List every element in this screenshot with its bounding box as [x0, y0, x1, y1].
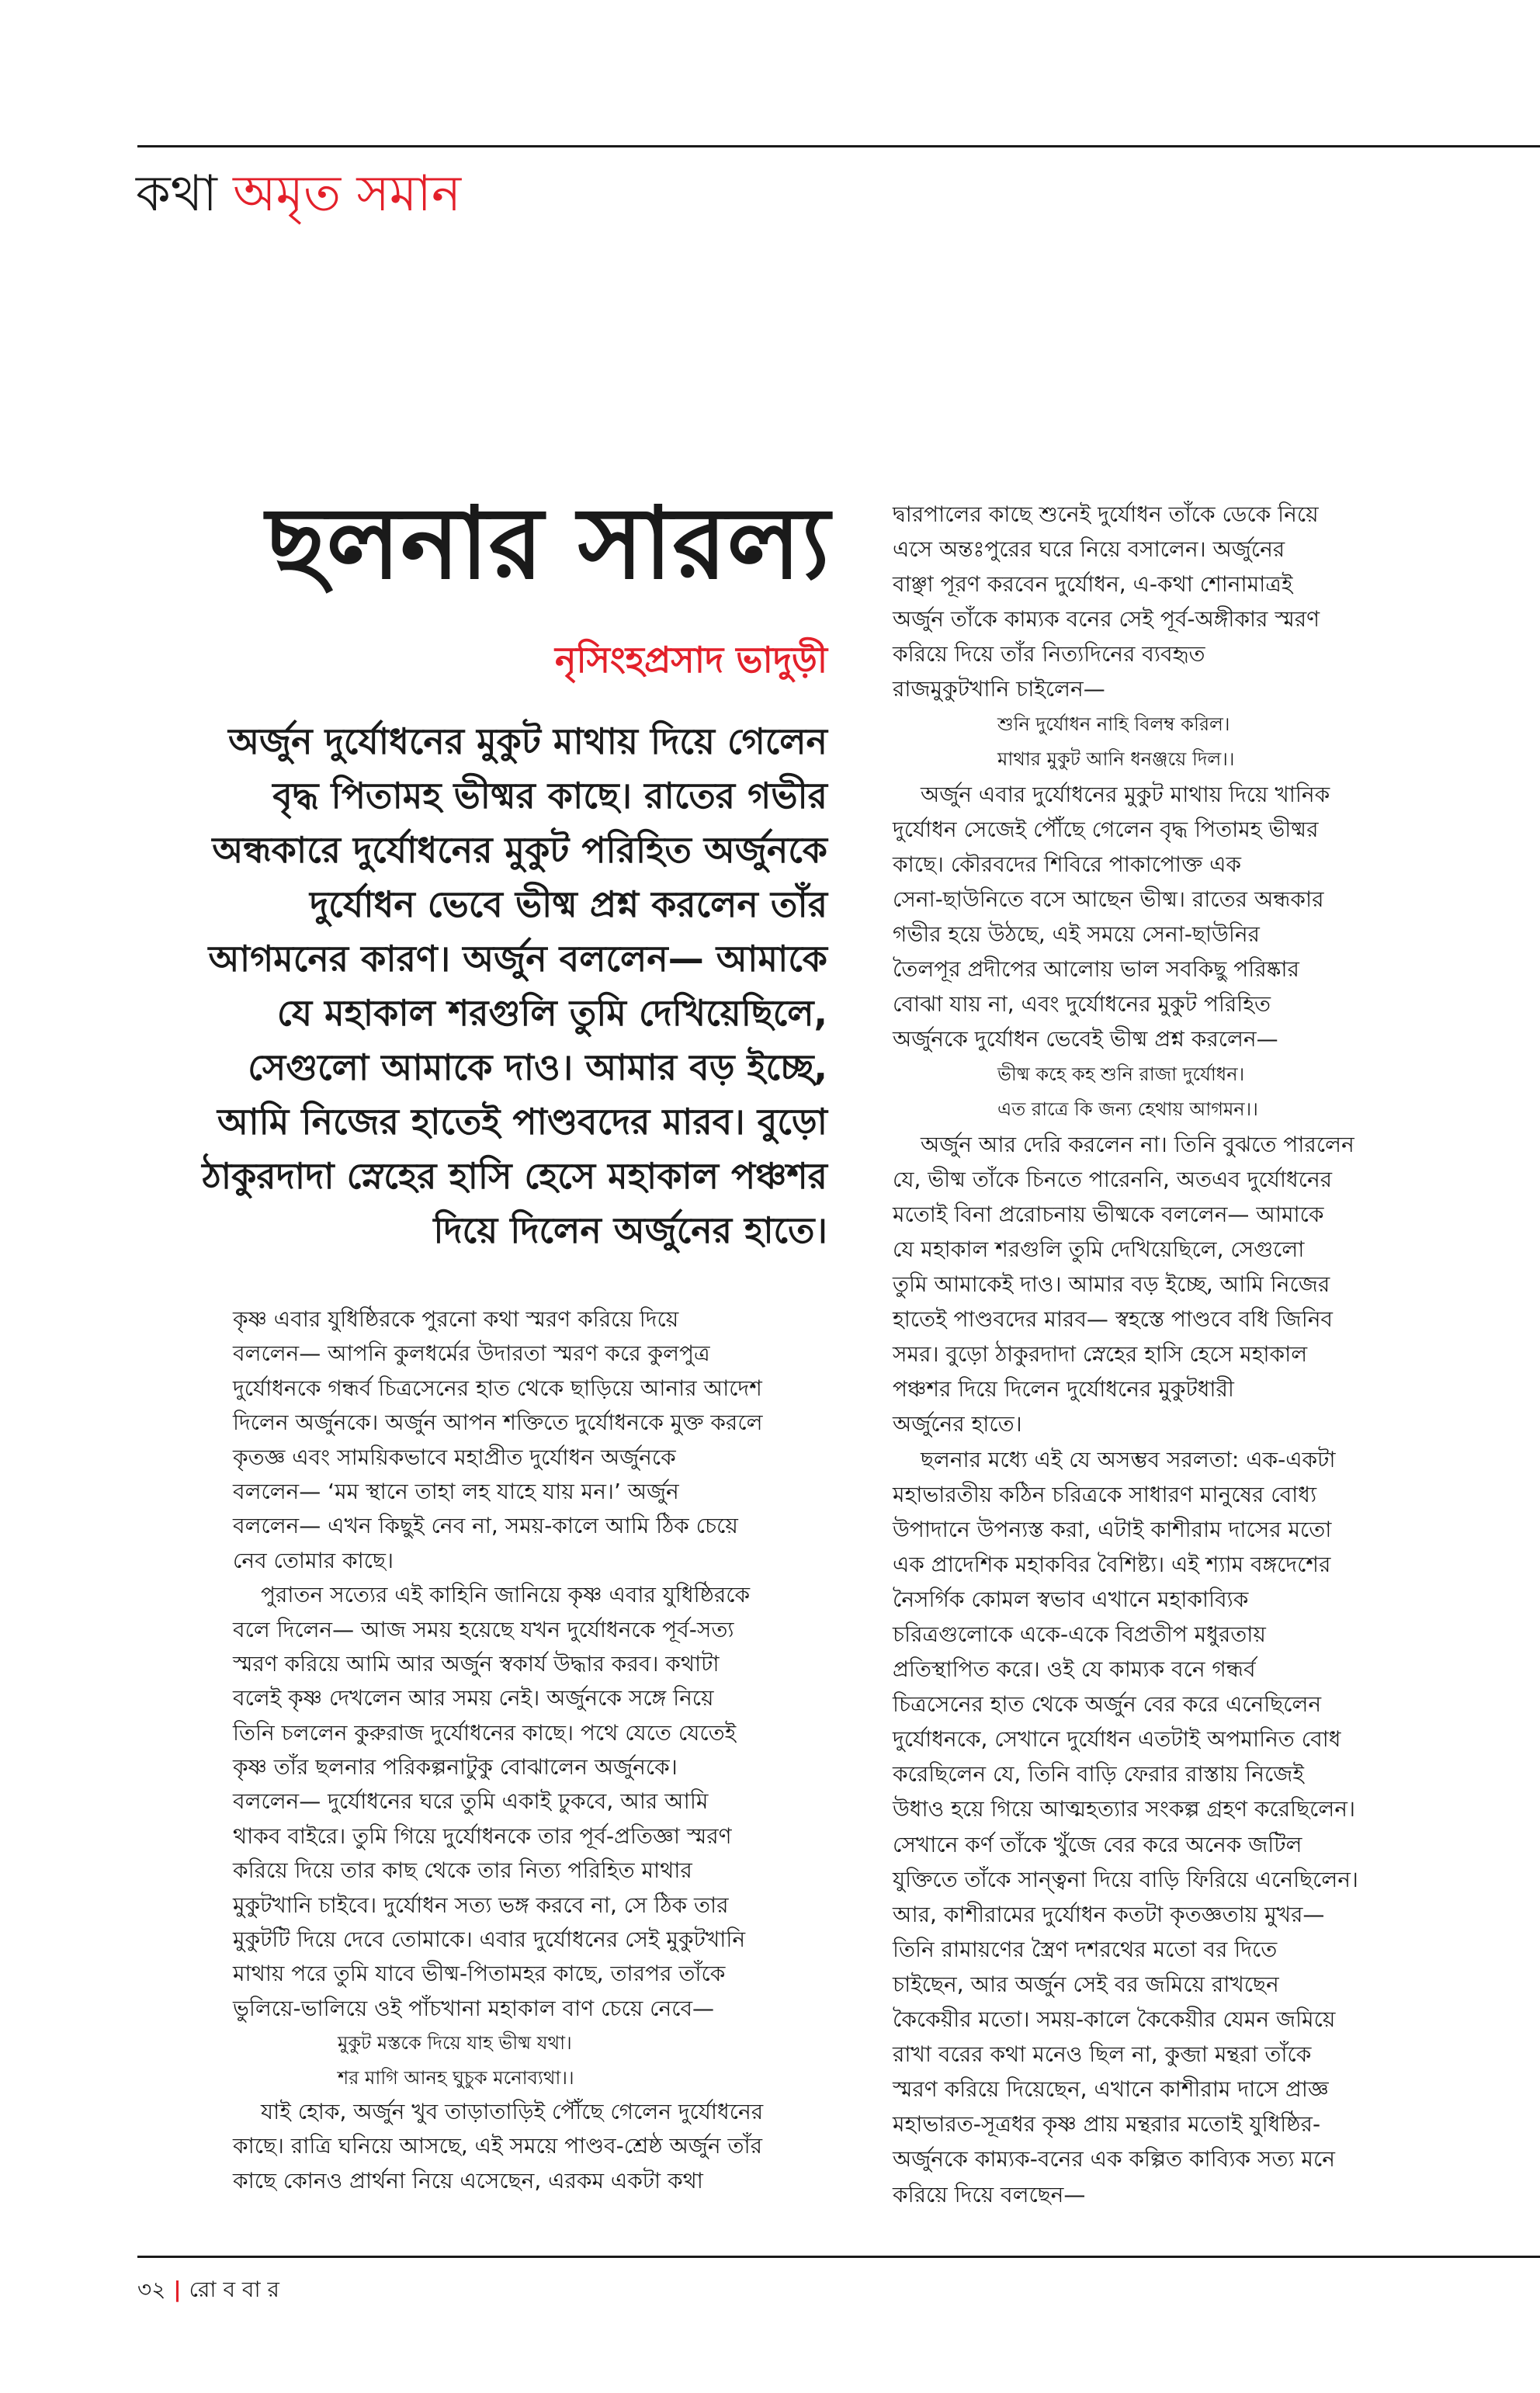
- section-label-black: কথা: [136, 165, 217, 223]
- body-line: করিয়ে দিয়ে তাঁর নিত্যদিনের ব্যবহৃত: [893, 641, 1205, 668]
- footer-separator: |: [173, 2277, 182, 2302]
- body-line: তিনি চললেন কুরুরাজ দুর্যোধনের কাছে। পথে যেতে যেতেই: [233, 1719, 737, 1746]
- section-label-red: অমৃত সমান: [233, 165, 462, 223]
- body-line: কৃষ্ণ তাঁর ছলনার পরিকল্পনাটুকু বোঝালেন অর্জুনকে।: [233, 1754, 678, 1781]
- body-line: স্মরণ করিয়ে দিয়েছেন, এখানে কাশীরাম দাসে প্রাজ্ঞ: [893, 2076, 1329, 2103]
- body-line: কৃষ্ণ এবার যুধিষ্ঠিরকে পুরনো কথা স্মরণ করিয়ে দিয়ে: [233, 1306, 679, 1332]
- intro-line: ঠাকুরদাদা স্নেহের হাসি হেসে মহাকাল পঞ্চশর: [202, 1155, 827, 1197]
- verse-line: মুকুট মস্তকে দিয়ে যাহ ভীষ্ম যথা।: [338, 2032, 572, 2055]
- body-line: উধাও হয়ে গিয়ে আত্মহত্যার সংকল্প গ্রহণ করেছিলেন।: [893, 1796, 1355, 1822]
- body-column-right: [893, 497, 1436, 2212]
- intro-line: আগমনের কারণ। অর্জুন বললেন— আমাকে: [208, 938, 827, 980]
- body-line: বোঝা যায় না, এবং দুর্যোধনের মুকুট পরিহিত: [893, 991, 1271, 1018]
- body-line: এসে অন্তঃপুরের ঘরে নিয়ে বসালেন। অর্জুনের: [893, 536, 1285, 563]
- body-line: স্মরণ করিয়ে আমি আর অর্জুন স্বকার্য উদ্ধার করব। কথাটা: [233, 1650, 720, 1677]
- body-line: বলেই কৃষ্ণ দেখলেন আর সময় নেই। অর্জুনকে সঙ্গে নিয়ে: [233, 1685, 714, 1712]
- body-line: কৃতজ্ঞ এবং সাময়িকভাবে মহাপ্রীত দুর্যোধন অর্জুনকে: [233, 1444, 676, 1470]
- intro-line: দিয়ে দিলেন অর্জুনের হাতে।: [433, 1209, 827, 1251]
- page-footer: [137, 2270, 279, 2309]
- body-line: গভীর হয়ে উঠছে, এই সময়ে সেনা-ছাউনির: [893, 921, 1260, 948]
- bottom-rule: [137, 2256, 1540, 2258]
- body-line: সমর। বুড়ো ঠাকুরদাদা স্নেহের হাসি হেসে মহাকাল: [893, 1341, 1308, 1368]
- body-line: ছলনার মধ্যে এই যে অসম্ভব সরলতা: এক-একটা: [921, 1446, 1336, 1472]
- body-line: সেখানে কর্ণ তাঁকে খুঁজে বের করে অনেক জটিল: [893, 1831, 1302, 1857]
- intro-line: দুর্যোধন ভেবে ভীষ্ম প্রশ্ন করলেন তাঁর: [310, 883, 827, 925]
- body-line: রাজমুকুটখানি চাইলেন—: [893, 676, 1105, 702]
- body-line: মাথায় পরে তুমি যাবে ভীষ্ম-পিতামহর কাছে, তারপর তাঁকে: [233, 1961, 726, 1987]
- body-line: দুর্যোধনকে গন্ধর্ব চিত্রসেনের হাত থেকে ছাড়িয়ে আনার আদেশ: [233, 1375, 762, 1401]
- body-line: হাতেই পাণ্ডবদের মারব— স্বহস্তে পাণ্ডবে বধি জিনিব: [893, 1306, 1334, 1333]
- body-line: বলে দিলেন— আজ সময় হয়েছে যখন দুর্যোধনকে পূর্ব-সত্য: [233, 1616, 734, 1642]
- section-header: [136, 159, 461, 229]
- intro-line: বৃদ্ধ পিতামহ ভীষ্মর কাছে। রাতের গভীর: [272, 775, 827, 817]
- body-line: করিয়ে দিয়ে বলছেন—: [893, 2181, 1086, 2207]
- body-line: পঞ্চশর দিয়ে দিলেন দুর্যোধনের মুকুটধারী: [893, 1376, 1234, 1403]
- body-line: চরিত্রগুলোকে একে-একে বিপ্রতীপ মধুরতায়: [893, 1621, 1266, 1647]
- body-line: থাকব বাইরে। তুমি গিয়ে দুর্যোধনকে তার পূর্ব-প্রতিজ্ঞা স্মরণ: [233, 1822, 732, 1849]
- body-line: তৈলপূর প্রদীপের আলোয় ভাল সবকিছু পরিষ্কার: [893, 956, 1299, 983]
- body-line: দুর্যোধনকে, সেখানে দুর্যোধন এতটাই অপমানিত বোধ: [893, 1726, 1341, 1753]
- body-line: দুর্যোধন সেজেই পৌঁছে গেলেন বৃদ্ধ পিতামহ ভীষ্মর: [893, 816, 1319, 842]
- body-line: যে মহাকাল শরগুলি তুমি দেখিয়েছিলে, সেগুলো: [893, 1236, 1305, 1262]
- intro-line: সেগুলো আমাকে দাও। আমার বড় ইচ্ছে,: [248, 1046, 827, 1088]
- verse-line: ভীষ্ম কহে কহ শুনি রাজা দুর্যোধন।: [997, 1063, 1245, 1085]
- body-line: মহাভারত-সূত্রধর কৃষ্ণ প্রায় মন্থরার মতোই যুধিষ্ঠির-: [893, 2111, 1321, 2138]
- body-line: কৈকেয়ীর মতো। সময়-কালে কৈকেয়ীর যেমন জমিয়ে: [893, 2006, 1336, 2033]
- body-line: বললেন— ‘মম স্থানে তাহা লহ যাহে যায় মন।’ অর্জুন: [233, 1478, 679, 1504]
- intro-line: অন্ধকারে দুর্যোধনের মুকুট পরিহিত অর্জুনকে: [212, 829, 827, 871]
- magazine-name: রো ব বা র: [189, 2277, 279, 2302]
- body-line: তুমি আমাকেই দাও। আমার বড় ইচ্ছে, আমি নিজের: [893, 1271, 1330, 1298]
- body-line: অর্জুন এবার দুর্যোধনের মুকুট মাথায় দিয়ে খানিক: [921, 781, 1330, 807]
- body-line: অর্জুনকে দুর্যোধন ভেবেই ভীষ্ম প্রশ্ন করলেন—: [893, 1026, 1278, 1053]
- body-line: বললেন— আপনি কুলধর্মের উদারতা স্মরণ করে কুলপুত্র: [233, 1340, 710, 1367]
- body-line: যুক্তিতে তাঁকে সান্ত্বনা দিয়ে বাড়ি ফিরিয়ে এনেছিলেন।: [893, 1866, 1358, 1892]
- body-line: মুকুটটি দিয়ে দেবে তোমাকে। এবার দুর্যোধনের সেই মুকুটখানি: [233, 1927, 746, 1953]
- body-line: কাছে। কৌরবদের শিবিরে পাকাপোক্ত এক: [893, 851, 1241, 877]
- body-line: আর, কাশীরামের দুর্যোধন কতটা কৃতজ্ঞতায় মুখর—: [893, 1901, 1325, 1927]
- verse-line: শুনি দুর্যোধন নাহি বিলম্ব করিল।: [997, 713, 1230, 735]
- body-line: অর্জুন আর দেরি করলেন না। তিনি বুঝতে পারলেন: [921, 1131, 1354, 1157]
- verse-line: মাথার মুকুট আনি ধনঞ্জয়ে দিল।।: [997, 747, 1235, 770]
- body-line: তিনি রামায়ণের স্ত্রৈণ দশরথের মতো বর দিতে: [893, 1936, 1278, 1962]
- body-line: পুরাতন সত্যের এই কাহিনি জানিয়ে কৃষ্ণ এবার যুধিষ্ঠিরকে: [261, 1582, 751, 1608]
- body-line: অর্জুনকে কাম্যক-বনের এক কল্পিত কাব্যিক সত্য মনে: [893, 2146, 1335, 2173]
- intro-line: আমি নিজের হাতেই পাণ্ডবদের মারব। বুড়ো: [217, 1101, 827, 1143]
- body-line: সেনা-ছাউনিতে বসে আছেন ভীষ্ম। রাতের অন্ধকার: [893, 886, 1324, 913]
- body-line: উপাদানে উপন্যস্ত করা, এটাই কাশীরাম দাসের মতো: [893, 1516, 1332, 1542]
- body-line: চিত্রসেনের হাত থেকে অর্জুন বের করে এনেছিলেন: [893, 1691, 1322, 1718]
- body-line: মতোই বিনা প্ররোচনায় ভীষ্মকে বললেন— আমাকে: [893, 1201, 1324, 1227]
- body-line: দ্বারপালের কাছে শুনেই দুর্যোধন তাঁকে ডেকে নিয়ে: [893, 501, 1319, 527]
- body-column-left: [233, 1302, 838, 2198]
- body-line: বললেন— দুর্যোধনের ঘরে তুমি একাই ঢুকবে, আর আমি: [233, 1788, 709, 1815]
- body-line: নৈসর্গিক কোমল স্বভাব এখানে মহাকাব্যিক: [893, 1586, 1249, 1612]
- body-line: বললেন— এখন কিছুই নেব না, সময়-কালে আমি ঠিক চেয়ে: [233, 1513, 738, 1539]
- body-line: কাছে কোনও প্রার্থনা নিয়ে এসেছেন, এরকম একটা কথা: [233, 2167, 703, 2194]
- article-title: ছলনার সারল্য: [265, 485, 830, 602]
- body-line: এক প্রাদেশিক মহাকবির বৈশিষ্ট্য। এই শ্যাম বঙ্গদেশের: [893, 1551, 1331, 1577]
- top-rule: [137, 145, 1540, 147]
- intro-line: যে মহাকাল শরগুলি তুমি দেখিয়েছিলে,: [276, 992, 827, 1034]
- body-line: মুকুটখানি চাইবে। দুর্যোধন সত্য ভঙ্গ করবে না, সে ঠিক তার: [233, 1892, 729, 1918]
- body-line: প্রতিস্থাপিত করে। ওই যে কাম্যক বনে গন্ধর্ব: [893, 1656, 1256, 1683]
- body-line: যে, ভীষ্ম তাঁকে চিনতে পারেননি, অতএব দুর্যোধনের: [893, 1166, 1333, 1192]
- body-line: চাইছেন, আর অর্জুন সেই বর জমিয়ে রাখছেন: [893, 1971, 1279, 1997]
- body-line: দিলেন অর্জুনকে। অর্জুন আপন শক্তিতে দুর্যোধনকে মুক্ত করলে: [233, 1410, 763, 1436]
- page-number: ৩২: [137, 2277, 166, 2302]
- intro-line: অর্জুন দুর্যোধনের মুকুট মাথায় দিয়ে গেলেন: [228, 720, 827, 762]
- body-line: রাখা বরের কথা মনেও ছিল না, কুব্জা মন্থরা তাঁকে: [893, 2041, 1312, 2068]
- body-line: করিয়ে দিয়ে তার কাছ থেকে তার নিত্য পরিহিত মাথার: [233, 1857, 692, 1884]
- verse-line: শর মাগি আনহ ঘুচুক মনোব্যথা।।: [338, 2066, 574, 2089]
- body-line: বাঞ্ছা পূরণ করবেন দুর্যোধন, এ-কথা শোনামাত্রই: [893, 571, 1293, 598]
- verse-line: এত রাত্রে কি জন্য হেথায় আগমন।।: [997, 1098, 1258, 1120]
- body-line: অর্জুনের হাতে।: [893, 1411, 1022, 1438]
- body-line: যাই হোক, অর্জুন খুব তাড়াতাড়িই পৌঁছে গেলেন দুর্যোধনের: [261, 2098, 764, 2124]
- article-intro: [202, 714, 827, 1257]
- body-line: করেছিলেন যে, তিনি বাড়ি ফেরার রাস্তায় নিজেই: [893, 1761, 1304, 1788]
- body-line: মহাভারতীয় কঠিন চরিত্রকে সাধারণ মানুষের বোধ্য: [893, 1481, 1317, 1507]
- body-line: নেব তোমার কাছে।: [233, 1547, 394, 1573]
- body-line: ভুলিয়ে-ভালিয়ে ওই পাঁচখানা মহাকাল বাণ চেয়ে নেবে—: [233, 1995, 715, 2021]
- body-line: কাছে। রাত্রি ঘনিয়ে আসছে, এই সময়ে পাণ্ডব-শ্রেষ্ঠ অর্জুন তাঁর: [233, 2133, 762, 2159]
- author-byline: নৃসিংহপ্রসাদ ভাদুড়ী: [555, 639, 827, 681]
- body-line: অর্জুন তাঁকে কাম্যক বনের সেই পূর্ব-অঙ্গীকার স্মরণ: [893, 606, 1320, 633]
